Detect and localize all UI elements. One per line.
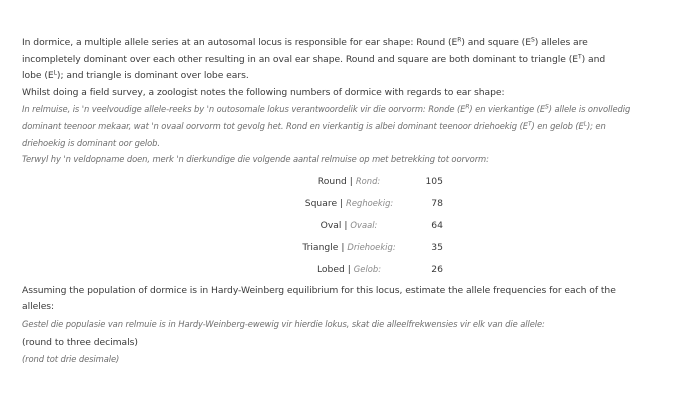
ear-shape-counts-table: [279, 171, 443, 281]
question-afrikaans: [22, 316, 682, 333]
question-english: [22, 283, 682, 316]
table-row: [279, 215, 443, 237]
question-af-line-1: Gestel die populasie van relmuie is in Hardy-Weinberg-ewewig vir hierdie lokus, skat die alleelfrekwensies vir elk van die allele:: [22, 318, 545, 329]
intro-af-line-2: dominant teenoor mekaar, wat 'n ovaal oorvorm tot gevolg het. Rond en vierkantig is albei dominant teenoor driehoekig $(E^T)$ en gelob $(E^L)$; en: [22, 120, 606, 131]
table-row: [279, 259, 443, 281]
question-body: [22, 35, 682, 368]
intro-af-line-1: In relmuise, is 'n veelvoudige allele-reeks by 'n outosomale lokus verantwoordelik vir die oorvorm: Ronde $(E^R)$ en vierkantige $(E^S)$ allele is onvolledig: [22, 103, 631, 115]
shape-label: Oval | Ovaal:: [320, 220, 378, 232]
rounding-afrikaans: [22, 351, 682, 368]
shape-count: 26: [431, 264, 443, 276]
intro-english: [22, 35, 682, 101]
table-row: [279, 171, 443, 193]
rounding-af: (rond tot drie desimale): [22, 354, 120, 365]
intro-en-line-3: lobe $(E^L)$; and triangle is dominant over lobe ears.: [22, 69, 249, 82]
question-en-line-2: alleles:: [22, 301, 55, 313]
shape-count: 78: [431, 198, 443, 210]
shape-label: Round | Rond:: [317, 176, 381, 188]
intro-en-line-4: Whilst doing a field survey, a zoologist notes the following numbers of dormice with regards to ear shape:: [22, 86, 505, 98]
shape-label: Lobed | Gelob:: [316, 264, 382, 276]
intro-af-line-4: Terwyl hy 'n veldopname doen, merk 'n dierkundige die volgende aantal relmuise op met betrekking tot oorvorm:: [22, 154, 489, 165]
table-row: [279, 193, 443, 215]
shape-count: 35: [431, 242, 443, 254]
shape-count: 105: [425, 176, 443, 188]
rounding-en: (round to three decimals): [22, 336, 138, 348]
intro-en-line-2: incompletely dominant over each other resulting in an oval ear shape. Round and square are both dominant to triangle $(E^T)$ and: [22, 53, 606, 65]
shape-label: Triangle | Driehoekig:: [302, 242, 396, 254]
table-row: [279, 237, 443, 259]
rounding-english: [22, 335, 682, 352]
shape-count: 64: [431, 220, 443, 232]
question-en-line-1: Assuming the population of dormice is in Hardy-Weinberg equilibrium for this locus, estimate the allele frequencies for each of the: [22, 284, 616, 296]
intro-en-line-1: In dormice, a multiple allele series at an autosomal locus is responsible for ear shape: Round $(E^R)$ and square $(E^S)$ alleles are: [22, 36, 588, 48]
intro-af-line-3: driehoekig is dominant oor gelob.: [22, 137, 160, 148]
intro-afrikaans: [22, 101, 682, 167]
shape-label: Square | Reghoekig:: [304, 198, 394, 210]
